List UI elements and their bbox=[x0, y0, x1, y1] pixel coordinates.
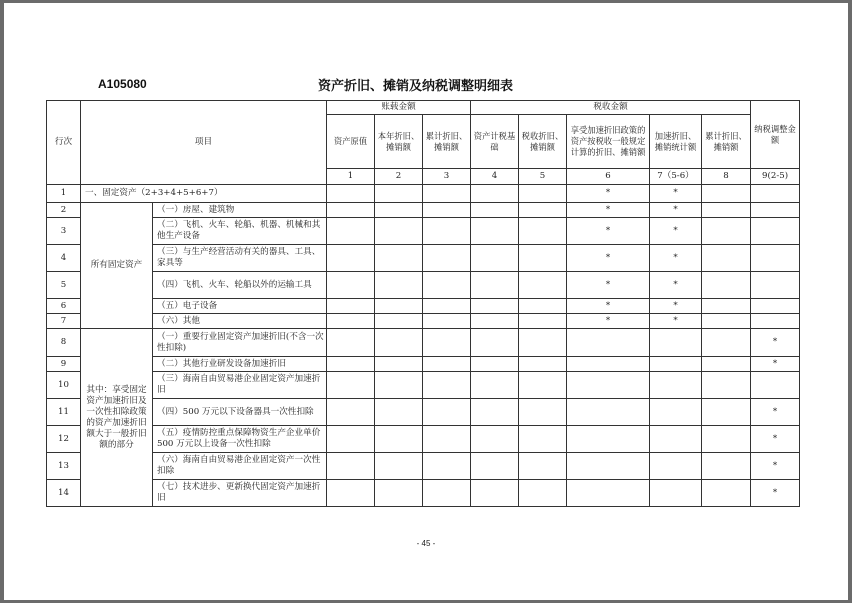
value-cell: * bbox=[751, 357, 800, 372]
value-cell bbox=[375, 245, 423, 272]
value-cell bbox=[375, 329, 423, 357]
row-label: （三）海南自由贸易港企业固定资产加速折旧 bbox=[153, 372, 327, 399]
row-label: 一、固定资产（2+3+4+5+6+7） bbox=[81, 185, 327, 203]
value-cell bbox=[327, 245, 375, 272]
value-cell bbox=[567, 426, 650, 453]
page-number: - 45 - bbox=[416, 539, 436, 548]
row-number: 6 bbox=[47, 299, 81, 314]
value-cell bbox=[519, 426, 567, 453]
header-col4: 资产计税基础 bbox=[471, 115, 519, 169]
row-label: （一）房屋、建筑物 bbox=[153, 203, 327, 218]
value-cell: * bbox=[650, 245, 702, 272]
value-cell bbox=[471, 372, 519, 399]
value-cell bbox=[751, 218, 800, 245]
value-cell bbox=[751, 314, 800, 329]
table-row bbox=[47, 399, 800, 426]
value-cell bbox=[423, 453, 471, 480]
value-cell bbox=[519, 314, 567, 329]
group-label-accelerated: 其中：享受固定资产加速折旧及一次性扣除政策的资产加速折旧额大于一般折旧额的部分 bbox=[81, 329, 153, 507]
value-cell bbox=[751, 203, 800, 218]
value-cell: * bbox=[650, 299, 702, 314]
col-number: 1 bbox=[327, 169, 375, 185]
row-label: （五）电子设备 bbox=[153, 299, 327, 314]
value-cell: * bbox=[567, 299, 650, 314]
value-cell bbox=[423, 272, 471, 299]
value-cell bbox=[423, 426, 471, 453]
header-item: 项目 bbox=[81, 101, 327, 185]
value-cell bbox=[471, 426, 519, 453]
row-number: 12 bbox=[47, 426, 81, 453]
row-number: 4 bbox=[47, 245, 81, 272]
value-cell bbox=[519, 357, 567, 372]
col-number: 8 bbox=[702, 169, 751, 185]
value-cell bbox=[650, 453, 702, 480]
value-cell bbox=[702, 203, 751, 218]
value-cell bbox=[471, 185, 519, 203]
depreciation-table bbox=[46, 100, 800, 507]
value-cell bbox=[471, 314, 519, 329]
value-cell bbox=[702, 299, 751, 314]
value-cell bbox=[471, 203, 519, 218]
row-label: （四）飞机、火车、轮船以外的运输工具 bbox=[153, 272, 327, 299]
col-number: 4 bbox=[471, 169, 519, 185]
value-cell bbox=[471, 218, 519, 245]
value-cell bbox=[702, 314, 751, 329]
value-cell: * bbox=[751, 453, 800, 480]
value-cell bbox=[471, 299, 519, 314]
table-row bbox=[47, 299, 800, 314]
table-row bbox=[47, 185, 800, 203]
table-row bbox=[47, 272, 800, 299]
value-cell bbox=[650, 329, 702, 357]
table-row bbox=[47, 314, 800, 329]
value-cell bbox=[327, 272, 375, 299]
table-row bbox=[47, 245, 800, 272]
value-cell bbox=[375, 372, 423, 399]
value-cell bbox=[751, 372, 800, 399]
form-code: A105080 bbox=[98, 77, 147, 91]
value-cell: * bbox=[567, 203, 650, 218]
value-cell bbox=[650, 399, 702, 426]
row-number: 5 bbox=[47, 272, 81, 299]
value-cell bbox=[702, 329, 751, 357]
value-cell: * bbox=[567, 314, 650, 329]
value-cell bbox=[327, 399, 375, 426]
value-cell bbox=[519, 218, 567, 245]
value-cell bbox=[519, 245, 567, 272]
value-cell: * bbox=[567, 245, 650, 272]
value-cell bbox=[751, 245, 800, 272]
value-cell: * bbox=[567, 218, 650, 245]
col-number: 7（5-6） bbox=[650, 169, 702, 185]
row-number: 9 bbox=[47, 357, 81, 372]
value-cell bbox=[327, 314, 375, 329]
table-row bbox=[47, 426, 800, 453]
value-cell bbox=[650, 426, 702, 453]
value-cell bbox=[423, 245, 471, 272]
value-cell bbox=[375, 203, 423, 218]
col-number: 2 bbox=[375, 169, 423, 185]
value-cell bbox=[327, 372, 375, 399]
row-label: （六）其他 bbox=[153, 314, 327, 329]
header-book-amount: 账载金额 bbox=[327, 101, 471, 115]
col-number: 9(2-5) bbox=[751, 169, 800, 185]
header-col8: 累计折旧、摊销额 bbox=[702, 115, 751, 169]
value-cell bbox=[471, 245, 519, 272]
value-cell bbox=[423, 399, 471, 426]
value-cell bbox=[423, 329, 471, 357]
header-col5: 税收折旧、摊销额 bbox=[519, 115, 567, 169]
col-number: 6 bbox=[567, 169, 650, 185]
row-number: 1 bbox=[47, 185, 81, 203]
value-cell bbox=[375, 218, 423, 245]
table-row bbox=[47, 218, 800, 245]
value-cell bbox=[702, 357, 751, 372]
row-label: （六）海南自由贸易港企业固定资产一次性扣除 bbox=[153, 453, 327, 480]
value-cell bbox=[375, 357, 423, 372]
value-cell: * bbox=[650, 203, 702, 218]
value-cell bbox=[751, 272, 800, 299]
value-cell bbox=[519, 329, 567, 357]
value-cell: * bbox=[567, 185, 650, 203]
header-col3: 累计折旧、摊销额 bbox=[423, 115, 471, 169]
row-label: （七）技术进步、更新换代固定资产加速折旧 bbox=[153, 480, 327, 507]
row-number: 7 bbox=[47, 314, 81, 329]
value-cell bbox=[471, 453, 519, 480]
value-cell bbox=[327, 480, 375, 507]
table-row bbox=[47, 480, 800, 507]
value-cell bbox=[702, 453, 751, 480]
value-cell bbox=[702, 245, 751, 272]
value-cell bbox=[327, 203, 375, 218]
value-cell bbox=[375, 314, 423, 329]
value-cell bbox=[375, 299, 423, 314]
value-cell bbox=[519, 399, 567, 426]
value-cell bbox=[567, 399, 650, 426]
row-number: 10 bbox=[47, 372, 81, 399]
value-cell bbox=[327, 357, 375, 372]
row-label: （五）疫情防控重点保障物资生产企业单价 500 万元以上设备一次性扣除 bbox=[153, 426, 327, 453]
header-col2: 本年折旧、摊销额 bbox=[375, 115, 423, 169]
table-row bbox=[47, 329, 800, 357]
value-cell bbox=[702, 272, 751, 299]
row-label: （一）重要行业固定资产加速折旧(不含一次性扣除) bbox=[153, 329, 327, 357]
col-number: 5 bbox=[519, 169, 567, 185]
value-cell bbox=[702, 185, 751, 203]
row-number: 11 bbox=[47, 399, 81, 426]
value-cell bbox=[567, 372, 650, 399]
row-number: 13 bbox=[47, 453, 81, 480]
value-cell bbox=[567, 480, 650, 507]
group-label-all-fixed-assets: 所有固定资产 bbox=[81, 203, 153, 329]
table-row bbox=[47, 453, 800, 480]
value-cell bbox=[327, 299, 375, 314]
value-cell bbox=[423, 218, 471, 245]
value-cell bbox=[567, 453, 650, 480]
value-cell bbox=[423, 372, 471, 399]
value-cell: * bbox=[751, 480, 800, 507]
value-cell bbox=[471, 399, 519, 426]
table-row bbox=[47, 357, 800, 372]
header-tax-amount: 税收金额 bbox=[471, 101, 751, 115]
value-cell bbox=[375, 399, 423, 426]
value-cell bbox=[423, 203, 471, 218]
value-cell bbox=[751, 185, 800, 203]
value-cell bbox=[375, 480, 423, 507]
value-cell: * bbox=[751, 329, 800, 357]
table-row bbox=[47, 372, 800, 399]
page-title: 资产折旧、摊销及纳税调整明细表 bbox=[318, 79, 514, 94]
value-cell bbox=[650, 480, 702, 507]
value-cell bbox=[327, 453, 375, 480]
value-cell bbox=[519, 203, 567, 218]
value-cell bbox=[423, 480, 471, 507]
value-cell bbox=[327, 185, 375, 203]
value-cell: * bbox=[650, 272, 702, 299]
value-cell: * bbox=[751, 426, 800, 453]
value-cell bbox=[519, 480, 567, 507]
value-cell bbox=[519, 372, 567, 399]
row-label: （二）飞机、火车、轮船、机器、机械和其他生产设备 bbox=[153, 218, 327, 245]
header-col9: 纳税调整金额 bbox=[751, 101, 800, 169]
value-cell bbox=[519, 185, 567, 203]
value-cell bbox=[423, 314, 471, 329]
value-cell bbox=[375, 185, 423, 203]
row-label: （三）与生产经营活动有关的器具、工具、家具等 bbox=[153, 245, 327, 272]
header-row-no: 行次 bbox=[47, 101, 81, 185]
value-cell bbox=[702, 372, 751, 399]
value-cell bbox=[471, 329, 519, 357]
value-cell bbox=[471, 272, 519, 299]
value-cell bbox=[423, 357, 471, 372]
value-cell bbox=[327, 426, 375, 453]
header-col1: 资产原值 bbox=[327, 115, 375, 169]
value-cell bbox=[423, 299, 471, 314]
value-cell bbox=[702, 218, 751, 245]
value-cell bbox=[567, 329, 650, 357]
value-cell bbox=[375, 426, 423, 453]
value-cell bbox=[567, 357, 650, 372]
row-number: 8 bbox=[47, 329, 81, 357]
value-cell bbox=[327, 329, 375, 357]
value-cell bbox=[375, 453, 423, 480]
value-cell bbox=[327, 218, 375, 245]
col-number: 3 bbox=[423, 169, 471, 185]
row-number: 2 bbox=[47, 203, 81, 218]
value-cell bbox=[471, 480, 519, 507]
header-col7: 加速折旧、摊销统计额 bbox=[650, 115, 702, 169]
value-cell bbox=[650, 372, 702, 399]
row-number: 14 bbox=[47, 480, 81, 507]
value-cell: * bbox=[650, 185, 702, 203]
value-cell bbox=[650, 357, 702, 372]
value-cell bbox=[471, 357, 519, 372]
table-row bbox=[47, 203, 800, 218]
value-cell bbox=[702, 399, 751, 426]
header-col6: 享受加速折旧政策的资产按税收一般规定计算的折旧、摊销额 bbox=[567, 115, 650, 169]
value-cell bbox=[519, 453, 567, 480]
value-cell bbox=[751, 299, 800, 314]
value-cell bbox=[702, 480, 751, 507]
value-cell bbox=[375, 272, 423, 299]
value-cell: * bbox=[567, 272, 650, 299]
value-cell: * bbox=[751, 399, 800, 426]
value-cell bbox=[519, 299, 567, 314]
row-label: （四）500 万元以下设备器具一次性扣除 bbox=[153, 399, 327, 426]
row-number: 3 bbox=[47, 218, 81, 245]
value-cell: * bbox=[650, 314, 702, 329]
value-cell bbox=[423, 185, 471, 203]
row-label: （二）其他行业研发设备加速折旧 bbox=[153, 357, 327, 372]
value-cell bbox=[519, 272, 567, 299]
value-cell bbox=[702, 426, 751, 453]
value-cell: * bbox=[650, 218, 702, 245]
